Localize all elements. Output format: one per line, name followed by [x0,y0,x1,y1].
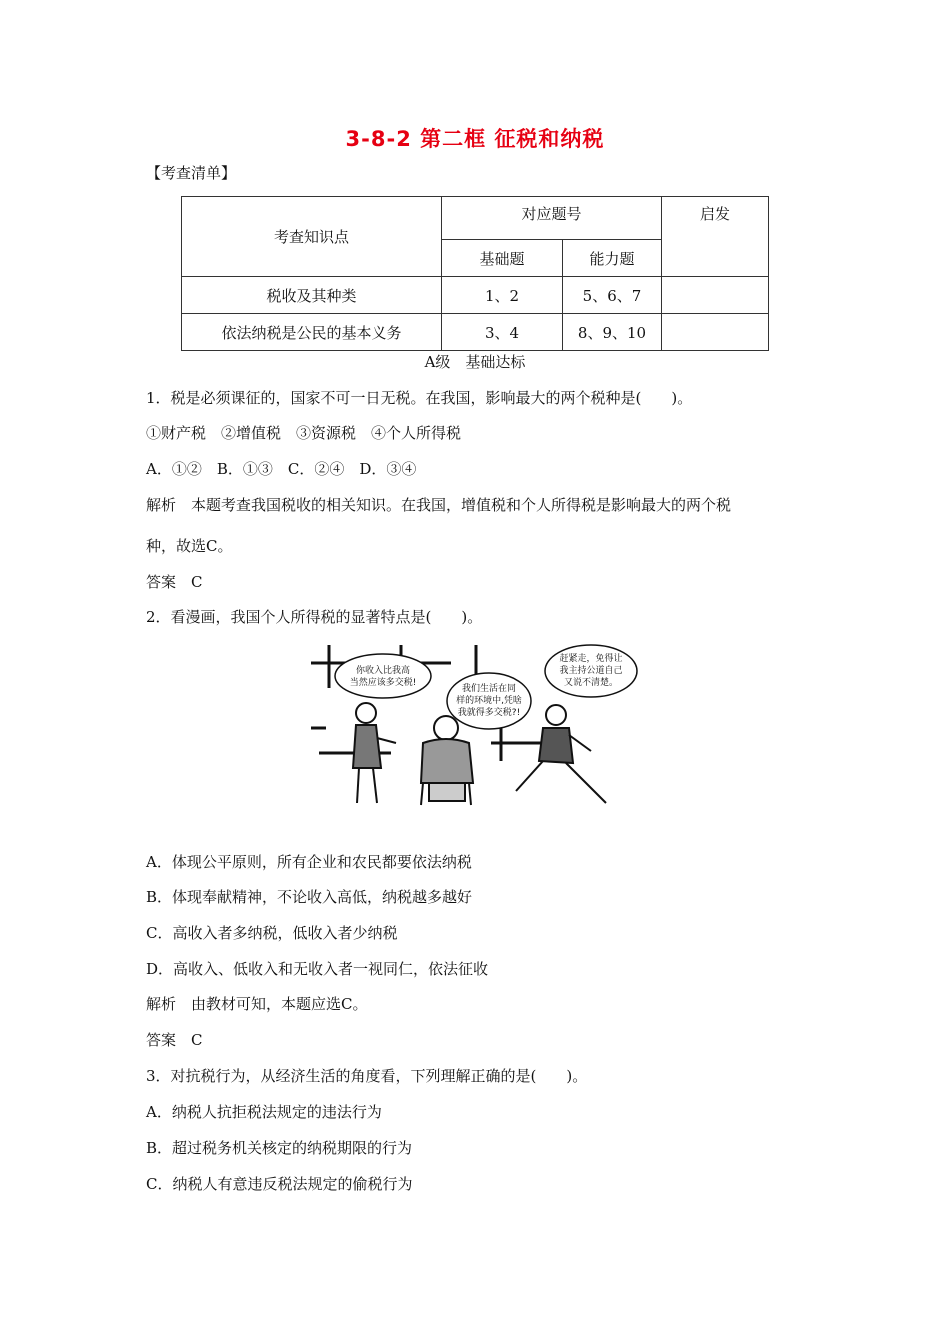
checklist-table [181,196,769,351]
q3-option-c: C．纳税人有意违反税法规定的偷税行为 [146,1175,413,1193]
q2-option-a: A．体现公平原则，所有企业和农民都要依法纳税 [146,853,472,871]
bubble-right-line3: 又说不清楚。 [563,678,619,688]
bubble-right-line2: 我主持公道自己 [559,666,623,676]
row-basic: 1、2 [442,277,563,314]
row-insight [662,314,769,351]
q2-stem: 2．看漫画，我国个人所得税的显著特点是( )。 [146,608,483,626]
q1-items: ①财产税 ②增值税 ③资源税 ④个人所得税 [146,424,462,442]
bubble-left-line2: 当然应该多交税! [349,678,417,688]
header-basic: 基础题 [442,240,563,277]
q1-analysis-line2: 种，故选C。 [146,537,233,555]
q1-analysis-line1: 解析 本题考查我国税收的相关知识。在我国，增值税和个人所得税是影响最大的两个税 [146,496,732,514]
checklist-label: 【考查清单】 [146,164,237,182]
level-heading: A级 基础达标 [424,353,526,371]
speech-bubble-left [335,654,431,698]
row-topic: 依法纳税是公民的基本义务 [182,314,442,351]
q1-stem: 1．税是必须课征的，国家不可一日无税。在我国，影响最大的两个税种是( )。 [146,389,693,407]
bubble-middle-line1: 我们生活在同 [461,684,517,694]
tax-comic-image [311,643,641,813]
row-ability: 5、6、7 [563,277,662,314]
table-row [182,277,769,314]
row-topic: 税收及其种类 [182,277,442,314]
q2-answer: 答案 C [146,1031,203,1049]
table-row [182,314,769,351]
q1-options: A．①② B．①③ C．②④ D．③④ [146,460,417,478]
page-title: 3-8-2 第二框 征税和纳税 [345,127,605,151]
q3-stem: 3．对抗税行为，从经济生活的角度看，下列理解正确的是( )。 [146,1067,588,1085]
q3-option-a: A．纳税人抗拒税法规定的违法行为 [146,1103,382,1121]
bubble-left-line1: 你收入比我高 [355,666,411,676]
header-knowledge: 考查知识点 [182,197,442,277]
q1-answer: 答案 C [146,573,203,591]
q2-option-b: B．体现奉献精神，不论收入高低，纳税越多越好 [146,888,473,906]
row-ability: 8、9、10 [563,314,662,351]
header-ability: 能力题 [563,240,662,277]
q2-option-c: C．高收入者多纳税，低收入者少纳税 [146,924,398,942]
bubble-middle-line2: 样的环境中,凭啥 [456,696,522,706]
q2-analysis: 解析 由教材可知，本题应选C。 [146,995,368,1013]
q2-option-d: D．高收入、低收入和无收入者一视同仁，依法征收 [146,960,489,978]
header-insight: 启发 [662,197,769,277]
bubble-right-line1: 赶紧走，免得让 [559,654,623,664]
row-insight [662,277,769,314]
q3-option-b: B．超过税务机关核定的纳税期限的行为 [146,1139,413,1157]
header-questions: 对应题号 [442,197,662,240]
bubble-middle-line3: 我就得多交税?! [457,708,521,718]
row-basic: 3、4 [442,314,563,351]
